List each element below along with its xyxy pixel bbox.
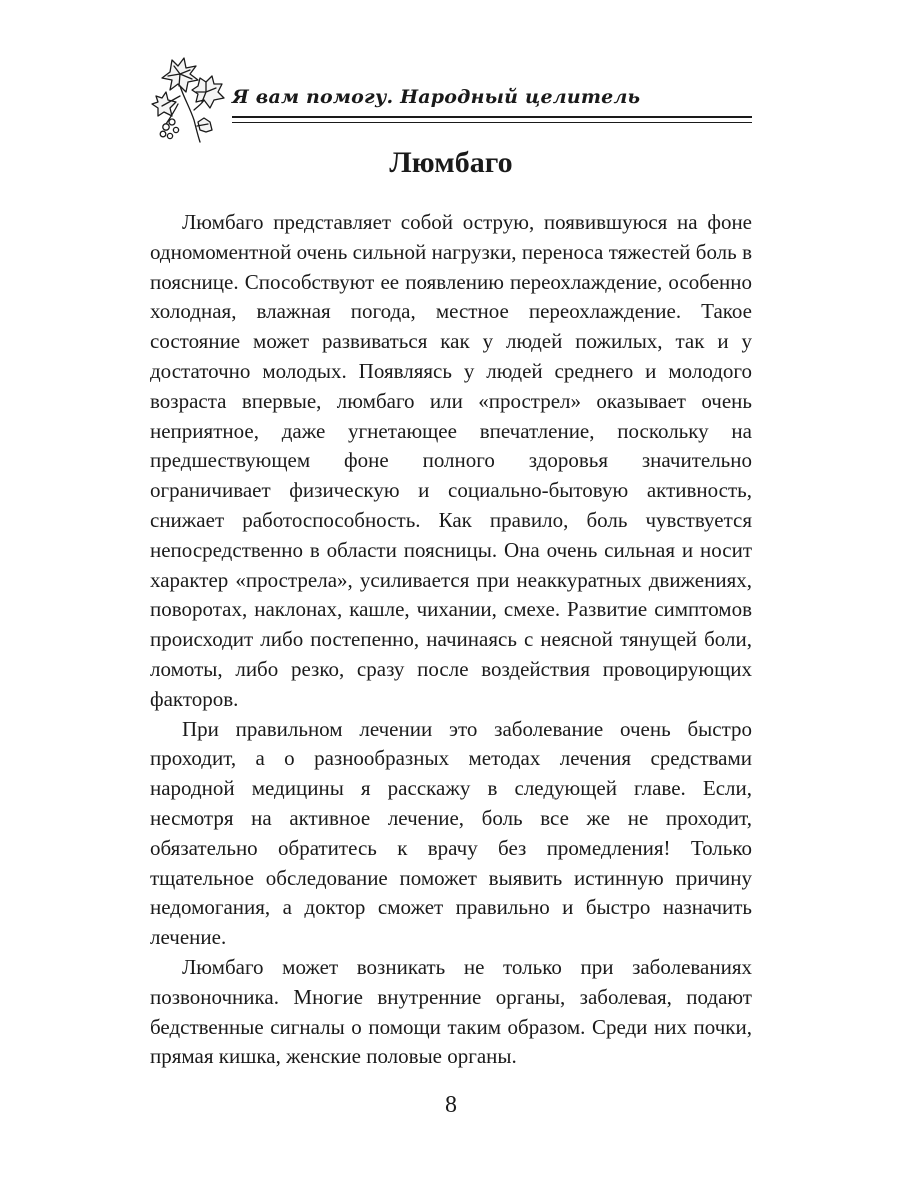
header-rule-thick (232, 116, 752, 118)
body-text (150, 208, 752, 1072)
currant-leaf-icon (150, 52, 230, 144)
paragraph: Люмбаго может возникать не только при заболеваниях позвоночника. Многие внутренние органы, заболевая, подают бедственные сигналы о помощи таким образом. Среди них почки, прямая кишка, женские половые органы. (150, 954, 752, 1069)
header-rule-thin (232, 122, 752, 123)
paragraph: Люмбаго представляет собой острую, появившуюся на фоне одномоментной очень сильной нагрузки, переноса тяжестей боль в пояснице. Способствуют ее появлению переохлаждение, особенно холодная, влажная погода, местное переохлаждение. Такое состояние может развиваться как у людей пожилых, так и у достаточно молодых. Появляясь у людей среднего и молодого возраста впервые, люмбаго или «прострел» оказывает очень неприятное, даже угнетающее впечатление, поскольку на предшествующем фоне полного здоровья значительно ограничивает физическую и социально-бытовую активность, снижает работоспособность. Как правило, боль чувствуется непосредственно в области поясницы. Она очень сильная и носит характер «прострела», усиливается при неаккуратных движениях, поворотах, наклонах, кашле, чихании, смехе. Развитие симптомов происходит либо постепенно, начинаясь с неясной тянущей боли, ломоты, либо резко, сразу после воздействия провоцирующих факторов. (150, 210, 752, 711)
chapter-title: Люмбаго (389, 146, 513, 179)
running-header (150, 52, 752, 144)
running-title: Я вам помогу. Народный целитель (232, 86, 641, 108)
paragraph: При правильном лечении это заболевание очень быстро проходит, а о разнообразных методах лечения средствами народной медицины я расскажу в следующей главе. Если, несмотря на активное лечение, боль все же не проходит, обязательно обратитесь к врачу без промедления! Только тщательное обследование поможет выявить истинную причину недомогания, а доктор сможет правильно и быстро назначить лечение. (150, 716, 752, 950)
page-number: 8 (445, 1092, 457, 1118)
